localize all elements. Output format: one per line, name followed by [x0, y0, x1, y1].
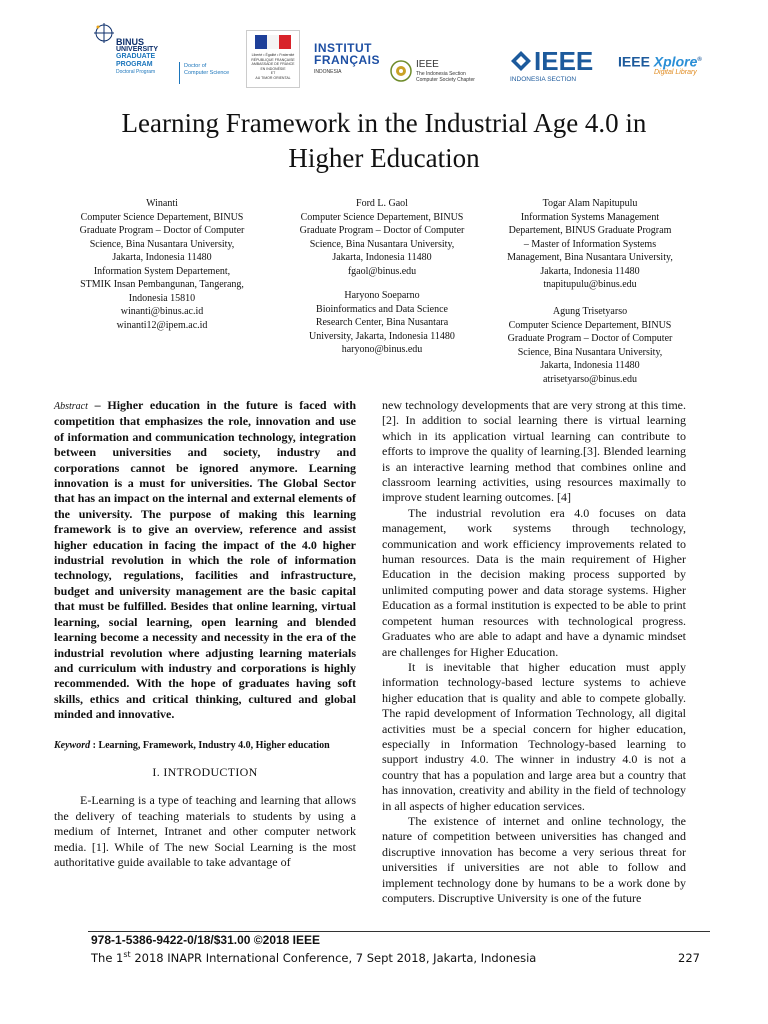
author-line: Bioinformatics and Data Science	[316, 303, 448, 315]
paper-title-line2: Higher Education	[288, 143, 480, 173]
abstract-label: Abstract	[54, 401, 88, 412]
author-line: Research Center, Bina Nusantara	[315, 317, 449, 328]
abstract-text: Higher education in the future is faced with competition that emphasizes the role, innovation and use of information and communication technology, integration between universities and society, industry and corporations cannot be ignored anymore. Learning innovation is a must for universities. The Global Sector that has an impact on the internal and external elements of the university. The purpose of making this learning framework is to give an overview, reference and assist higher education in facing the impact of the 4.0 higher industrial revolution in which the role of information technology, regulations, facilities and infrastructure, budget and university management are the basic capital that must be fulfilled. Besides that online learning, virtual learning, social learning, open learning and blended learning become a necessity and necessity in the era of the industrial revolution where adjusting learning materials and curriculum with industry and corporations is highly recommended. With the hope of graduates having soft skills, ethics and critical thinking, cultured and global minded and innovative.	[54, 398, 357, 722]
paper-title-line1: Learning Framework in the Industrial Age 4.0 in	[121, 108, 647, 138]
author-line: STMIK Insan Pembangunan, Tangerang,	[80, 279, 244, 290]
author-line: Jakarta, Indonesia 11480	[540, 265, 640, 277]
author-line: Jakarta, Indonesia 11480	[112, 252, 212, 263]
author-line: Agung Trisetyarso	[552, 306, 628, 317]
footer-isbn: 978-1-5386-9422-0/18/$31.00 ©2018 IEEE	[91, 933, 321, 947]
author-line: Science, Bina Nusantara University,	[309, 238, 455, 250]
institut-francais-logo	[314, 42, 384, 82]
ambassade-country: EN INDONÉSIE	[260, 66, 286, 71]
ieee-chapter-emblem-icon	[390, 60, 412, 82]
author-line: Science, Bina Nusantara University,	[89, 238, 235, 250]
author-line: winanti12@ipem.ac.id	[116, 319, 208, 331]
ieee-indonesia-cs-chapter-logo	[390, 56, 500, 94]
author-line: tnapitupulu@binus.edu	[543, 279, 637, 290]
institut-country: INDONESIA	[314, 69, 342, 75]
footer-conf-post: 2018 INAPR International Conference, 7 Sept 2018, Jakarta, Indonesia	[130, 951, 537, 965]
binus-university: UNIVERSITY	[116, 46, 159, 53]
ambassade-motto: Liberté • Égalité • Fraternité	[251, 53, 295, 57]
ambassade-logo	[246, 30, 300, 88]
institut-line1: INSTITUT	[314, 41, 372, 55]
ambassade-text	[249, 53, 297, 80]
ieee-indonesia-section-logo	[510, 46, 610, 92]
binus-cs-line: Computer Science	[184, 70, 230, 76]
author-line: Management, Bina Nusantara University,	[507, 252, 673, 263]
author-line: Haryono Soeparno	[344, 290, 420, 301]
author-line: Togar Alam Napitupulu	[542, 198, 638, 209]
ieee-indonesia-section-text: INDONESIA SECTION	[510, 76, 577, 83]
author-line: Jakarta, Indonesia 11480	[540, 360, 640, 371]
binus-name: BINUS	[116, 37, 145, 47]
author-line: University, Jakarta, Indonesia 11480	[309, 330, 455, 342]
xplore-ieee: IEEE	[618, 53, 654, 70]
ieee-chapter-text	[416, 71, 506, 83]
right-paragraph-1: new technology developments that are very strong at this time. [2]. In addition to social learning there is virtual learning which in its application virtual learning can contribute to efforts to improve the quality of learning.[3]. Blended learning is an interactive learning method that combines online and classroom learning activities, using resources maximally to improve student learning outcomes. [4]	[382, 398, 686, 505]
paper-title	[40, 106, 728, 176]
author-line: Jakarta, Indonesia 11480	[332, 252, 432, 263]
author-block-agung	[490, 305, 690, 386]
author-line: Graduate Program – Doctor of Computer	[299, 225, 465, 236]
binus-doctor-line: Doctor of	[184, 63, 207, 69]
ieee-chapter-name: Computer Society Chapter	[416, 77, 475, 83]
ambassade-timor: AU TIMOR ORIENTAL	[255, 75, 291, 80]
footer-conference	[91, 950, 536, 966]
footer-conf-sup: st	[123, 950, 131, 959]
author-line: winanti@binus.ac.id	[120, 306, 204, 317]
author-block-haryono	[278, 289, 486, 357]
xplore-word: Xplore	[653, 53, 698, 70]
binus-divider	[179, 62, 180, 84]
keyword-text: : Learning, Framework, Industry 4.0, Higher education	[90, 739, 330, 751]
binus-logo	[92, 22, 242, 86]
footer-conf-pre: The 1	[91, 951, 124, 965]
abstract	[54, 398, 356, 723]
binus-graduate-line: GRADUATE	[116, 53, 156, 60]
footer-rule	[88, 931, 710, 932]
right-column	[382, 398, 686, 906]
author-line: – Master of Information Systems	[523, 238, 657, 250]
author-line: Computer Science Departement, BINUS	[508, 319, 672, 331]
author-line: Information System Departement,	[93, 265, 231, 277]
page-number: 227	[678, 951, 700, 965]
french-flag-icon	[255, 35, 291, 49]
right-paragraph-2: The industrial revolution era 4.0 focuses on data management, work systems through technology, communication and work efficiency improvements related to human resources. Data is the main requirement of Higher Education in the decision making process supported by unlimited computing power and data storage systems. Higher Education as a formal institution is expected to be able to print competent human resources with technological progress. Graduates who are able to adapt and have a dynamic mindset are challenges for Higher Education.	[382, 505, 686, 659]
author-line: Information Systems Management	[520, 211, 660, 223]
xplore-digital-library: Digital Library	[654, 69, 697, 76]
abstract-dash: –	[87, 398, 108, 412]
author-line: Departement, BINUS Graduate Program	[508, 225, 672, 236]
section-heading-introduction: I. INTRODUCTION	[152, 764, 258, 779]
keyword-label: Keyword	[54, 739, 91, 751]
author-line: Graduate Program – Doctor of Computer	[507, 333, 673, 344]
institut-line2: FRANÇAIS	[314, 53, 380, 67]
author-line: fgaol@binus.edu	[347, 265, 417, 277]
ieee-chapter-section: The Indonesia Section	[416, 71, 466, 77]
ieee-xplore-logo	[618, 52, 728, 92]
xplore-registered: ®	[697, 57, 702, 63]
binus-doctor-cs	[184, 63, 244, 77]
keywords	[54, 738, 356, 753]
binus-doctoral: Doctoral Program	[116, 69, 156, 75]
author-line: Computer Science Departement, BINUS	[300, 211, 464, 223]
binus-graduate	[116, 53, 155, 69]
author-line: Ford L. Gaol	[356, 198, 408, 209]
logo-strip	[0, 16, 768, 92]
binus-program-line: PROGRAM	[116, 61, 153, 68]
ambassade-et: ET	[270, 71, 276, 75]
author-block-togar	[490, 197, 690, 292]
author-block-winanti	[58, 197, 266, 332]
author-line: Science, Bina Nusantara University,	[517, 346, 663, 358]
author-line: Indonesia 15810	[128, 292, 196, 304]
ieee-wordmark: IEEE	[534, 46, 594, 76]
intro-paragraph-1: E-Learning is a type of teaching and learning that allows the delivery of teaching materials to students by using a medium of Internet, Intranet and other computer network media. [1]. While of The new Social Learning is the most authoritative guide available to take advantage of	[54, 793, 356, 869]
right-paragraph-4: The existence of internet and online technology, the nature of competition between universities has changed and discruptive innovation has become a very serious threat for universities if universities are not able to follow and implement technology done by humans to be a work done by computers. Discruptive University is one of the future	[382, 813, 686, 905]
right-paragraph-3: It is inevitable that higher education must apply information technology-based lecture systems to achieve higher education that is quality and able to compete globally. The rapid development of Information Technology, all digital activities must be a special concern for higher education, especially in Information Technology-based learning to support industry 4.0. The winner in industry 4.0 is not a country that has a population and large area but a country that has innovation, creativity and ability in the field of technology in all aspects of higher education services.	[382, 659, 686, 813]
left-column	[54, 398, 356, 870]
ambassade-republic: RÉPUBLIQUE FRANÇAISE	[251, 57, 295, 62]
ieee-chapter-ieee: IEEE	[416, 59, 439, 70]
ieee-diamond-icon	[510, 50, 532, 72]
binus-mark-icon	[92, 22, 116, 44]
author-line: Graduate Program – Doctor of Computer	[79, 225, 245, 236]
author-line: Computer Science Departement, BINUS	[80, 211, 244, 223]
ambassade-name: AMBASSADE DE FRANCE	[251, 62, 295, 66]
xplore-wordmark	[618, 52, 702, 70]
author-line: haryono@binus.edu	[341, 344, 423, 355]
author-line: atrisetyarso@binus.edu	[543, 373, 637, 385]
author-block-ford-gaol	[278, 197, 486, 278]
author-line: Winanti	[146, 198, 178, 209]
